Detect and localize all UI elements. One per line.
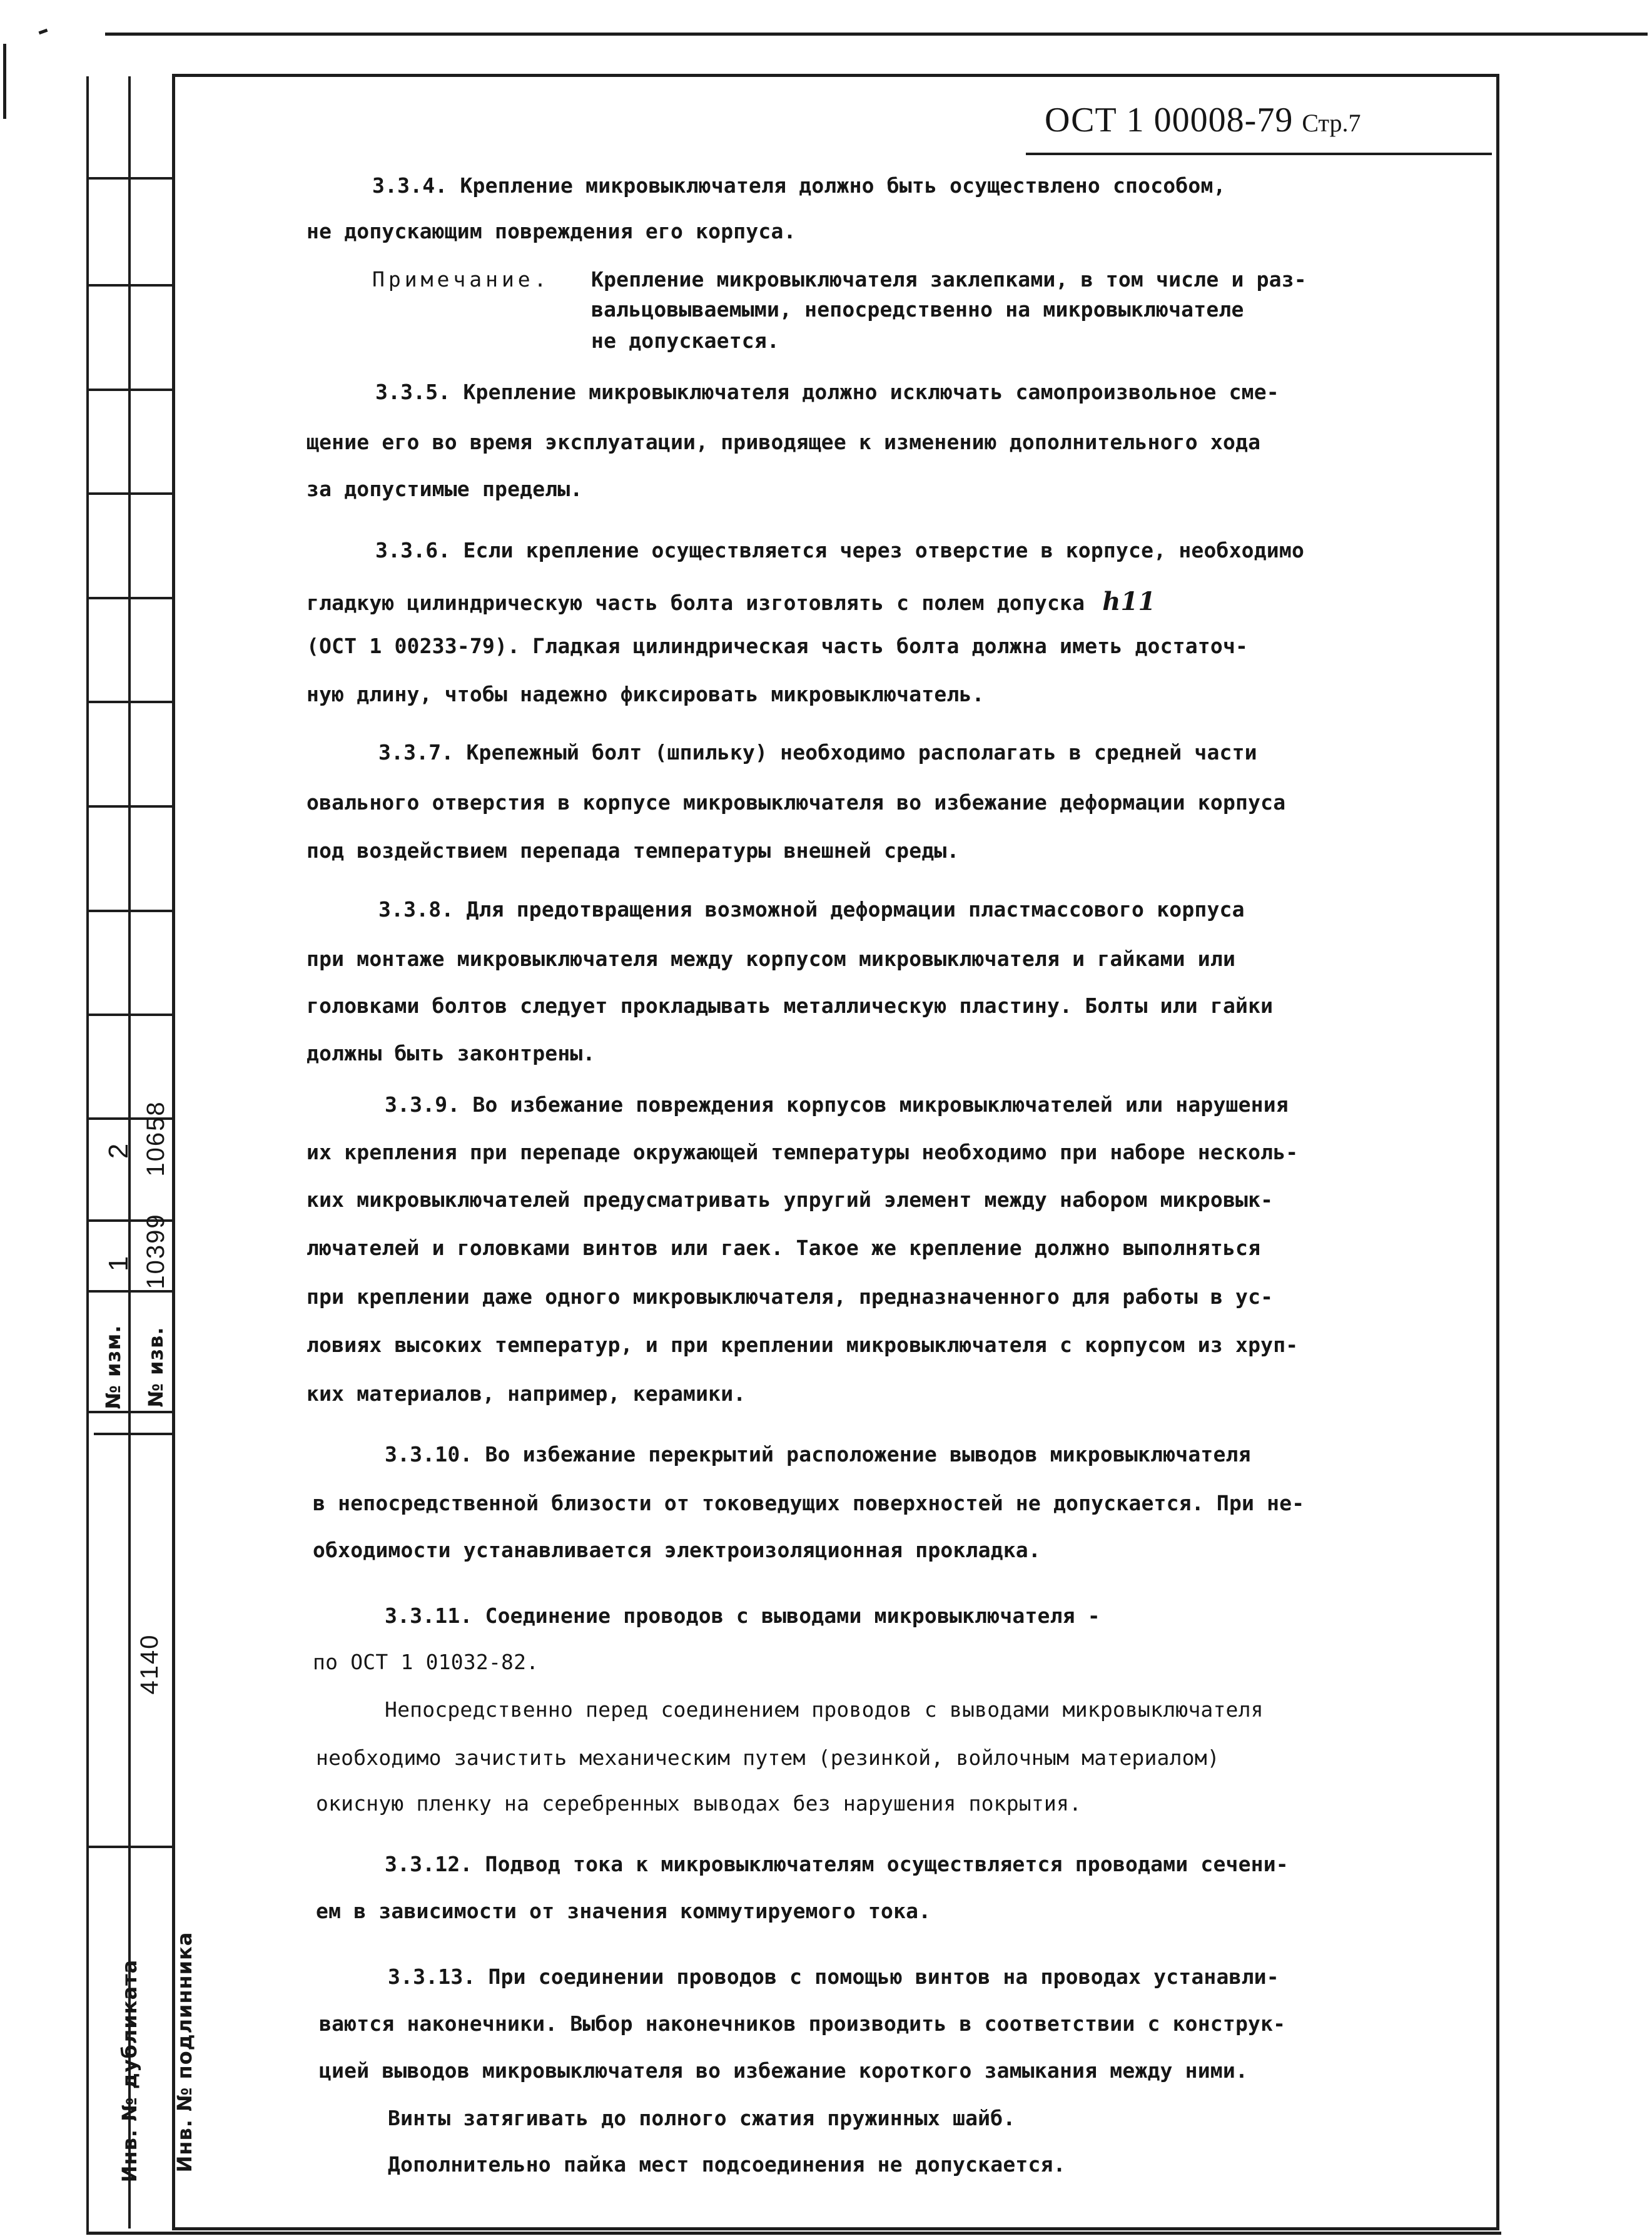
izv-label: № изв. xyxy=(144,1326,168,1408)
note-line: Крепление микровыключателя заклепками, в том числе и раз- xyxy=(591,267,1307,292)
stamp-grid-line xyxy=(86,805,173,808)
paragraph-line: необходимо зачистить механическим путем (резинкой, войлочным материалом) xyxy=(316,1746,1220,1770)
paragraph-line: головками болтов следует прокладывать металлическую пластину. Болты или гайки xyxy=(307,993,1274,1018)
header-underline xyxy=(1026,153,1492,155)
paragraph-line: должны быть законтрены. xyxy=(307,1041,595,1065)
tolerance-symbol: h11 xyxy=(1102,587,1156,616)
paragraph-line: 3.3.10. Во избежание перекрытий расположение выводов микровыключателя xyxy=(385,1442,1251,1466)
paragraph-line-with-tolerance xyxy=(307,587,1156,616)
paragraph-line: ких материалов, например, керамики. xyxy=(307,1381,746,1406)
paragraph-line: под воздействием перепада температуры внешней среды. xyxy=(307,838,960,863)
paragraph-line: 3.3.7. Крепежный болт (шпильку) необходимо располагать в средней части xyxy=(378,740,1257,765)
page-header xyxy=(1045,100,1361,140)
paragraph-line: лючателей и головками винтов или гаек. Такое же крепление должно выполняться xyxy=(307,1236,1261,1260)
paragraph-line: (ОСТ 1 00233-79). Гладкая цилиндрическая часть болта должна иметь достаточ- xyxy=(307,634,1249,658)
col2-izv-number: 10658 xyxy=(142,1100,170,1177)
page-number: Стр.7 xyxy=(1302,109,1361,137)
paragraph-line: 3.3.5. Крепление микровыключателя должно исключать самопроизвольное сме- xyxy=(375,380,1279,404)
col2-izm-number: 2 xyxy=(103,1143,134,1159)
paragraph-line: щение его во время эксплуатации, приводящее к изменению дополнительного хода xyxy=(307,430,1261,454)
document-number: ОСТ 1 00008-79 xyxy=(1045,101,1294,140)
inv-podlinnika-value: 4140 xyxy=(136,1634,163,1695)
paragraph-line: при креплении даже одного микровыключателя, предназначенного для работы в ус- xyxy=(307,1284,1274,1309)
paragraph-line: 3.3.12. Подвод тока к микровыключателям осуществляется проводами сечени- xyxy=(385,1852,1289,1876)
paragraph-line: при монтаже микровыключателя между корпусом микровыключателя и гайками или xyxy=(307,947,1236,971)
note-line: вальцовываемыми, непосредственно на микровыключателе xyxy=(591,297,1244,322)
paragraph-line: за допустимые пределы. xyxy=(307,477,583,501)
stamp-grid-line xyxy=(86,389,173,391)
note-label-text: Примечание. xyxy=(372,267,550,292)
paragraph-line: цией выводов микровыключателя во избежание короткого замыкания между ними. xyxy=(319,2058,1249,2083)
note-line: не допускается. xyxy=(591,328,780,353)
paragraph-line: ких микровыключателей предусматривать упругий элемент между набором микровык- xyxy=(307,1187,1274,1212)
col1-izm-number: 1 xyxy=(103,1256,134,1272)
paragraph-line: 3.3.11. Соединение проводов с выводами микровыключателя - xyxy=(385,1603,1100,1628)
stamp-grid-line xyxy=(86,1846,173,1848)
inv-podlinnika-label: Инв. № подлинника xyxy=(173,1931,196,2173)
scan-edge-mark xyxy=(3,44,6,119)
paragraph-line: 3.3.13. При соединении проводов с помощью винтов на проводах устанавли- xyxy=(388,1964,1279,1989)
scan-edge-mark xyxy=(39,29,48,34)
stamp-grid-line xyxy=(86,597,173,599)
stamp-grid-line xyxy=(86,910,173,912)
paragraph-line: ловиях высоких температур, и при креплении микровыключателя с корпусом из хруп- xyxy=(307,1333,1299,1357)
stamp-grid-line xyxy=(86,1014,173,1016)
inv-dublikata-label: Инв. № дубликата xyxy=(118,1959,141,2183)
paragraph-line: не допускающим повреждения его корпуса. xyxy=(307,219,796,243)
paragraph-line: овального отверстия в корпусе микровыключателя во избежание деформации корпуса xyxy=(307,790,1286,815)
paragraph-line: Винты затягивать до полного сжатия пружинных шайб. xyxy=(388,2106,1016,2130)
note-label xyxy=(372,267,550,292)
paragraph-line: их крепления при перепаде окружающей температуры необходимо при наборе несколь- xyxy=(307,1140,1299,1164)
paragraph-line: 3.3.9. Во избежание повреждения корпусов микровыключателей или нарушения xyxy=(385,1092,1289,1117)
stamp-grid-line xyxy=(86,701,173,703)
izm-label: № изм. xyxy=(101,1324,125,1410)
frame-top-line xyxy=(105,33,1648,36)
col1-izv-number: 10399 xyxy=(142,1213,170,1289)
paragraph-line: обходимости устанавливается электроизоляционная прокладка. xyxy=(313,1538,1041,1562)
stamp-grid-line xyxy=(86,177,173,180)
paragraph-line: окисную пленку на серебренных выводах без нарушения покрытия. xyxy=(316,1791,1082,1816)
paragraph-line: по ОСТ 1 01032-82. xyxy=(313,1650,539,1674)
paragraph-line: в непосредственной близости от токоведущих поверхностей не допускается. При не- xyxy=(313,1491,1305,1515)
stamp-grid-line xyxy=(86,492,173,495)
paragraph-line: 3.3.6. Если крепление осуществляется через отверстие в корпусе, необходимо xyxy=(375,538,1305,562)
paragraph-line: ваются наконечники. Выбор наконечников производить в соответствии с конструк- xyxy=(319,2011,1286,2036)
paragraph-line: Дополнительно пайка мест подсоединения не допускается. xyxy=(388,2152,1066,2177)
paragraph-line: 3.3.8. Для предотвращения возможной деформации пластмассового корпуса xyxy=(378,897,1245,922)
paragraph-line: Непосредственно перед соединением проводов с выводами микровыключателя xyxy=(385,1697,1264,1722)
paragraph-line: ную длину, чтобы надежно фиксировать микровыключатель. xyxy=(307,682,985,706)
stamp-grid-line xyxy=(86,284,173,287)
paragraph-line: ем в зависимости от значения коммутируемого тока. xyxy=(316,1899,931,1923)
paragraph-text: гладкую цилиндрическую часть болта изготовлять с полем допуска xyxy=(307,591,1085,615)
paragraph-line: 3.3.4. Крепление микровыключателя должно быть осуществлено способом, xyxy=(372,173,1226,198)
